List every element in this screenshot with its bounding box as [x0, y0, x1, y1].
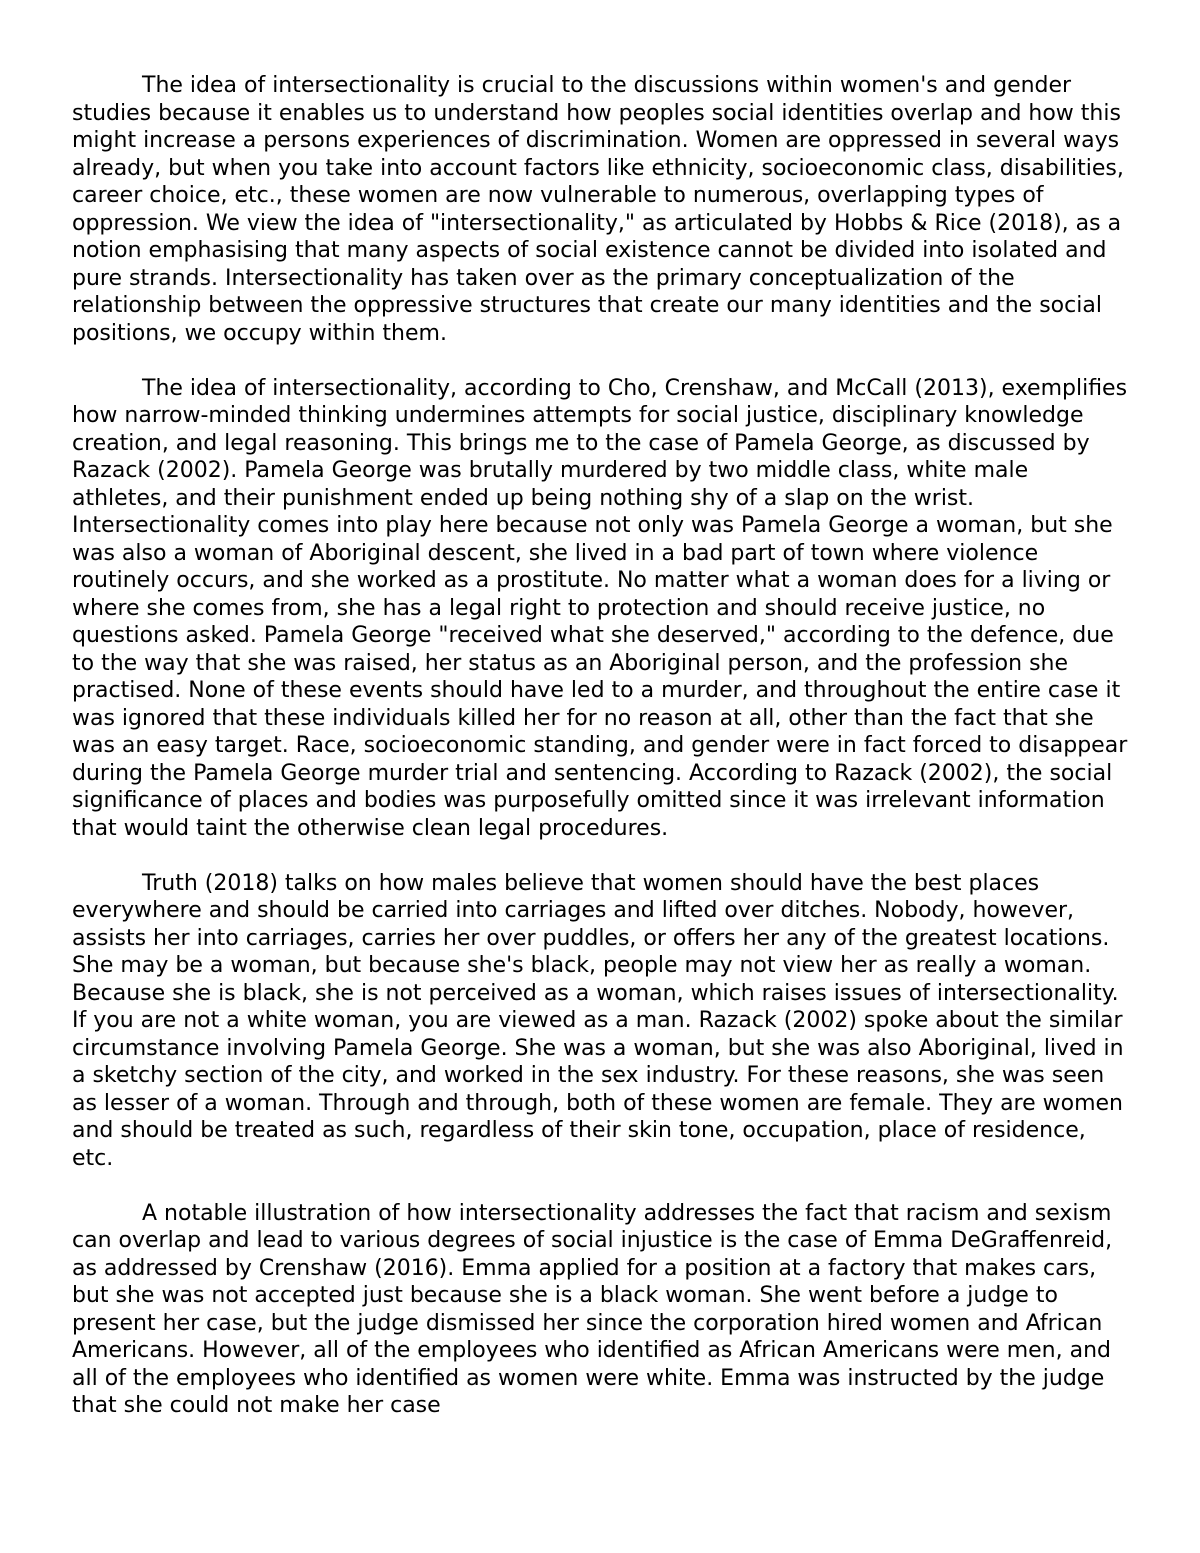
paragraph-truth-2018: Truth (2018) talks on how males believe that women should have the best places everywhere and should be carried into carriages and lifted over ditches. Nobody, however, assists her into carriages, carries her over puddles, or offers her any of the greatest locations. She may be a woman, but because she's black, people may not view her as really a woman. Because she is black, she is not perceived as a woman, which raises issues of intersectionality. If you are not a white woman, you are viewed as a man. Razack (2002) spoke about the similar circumstance involving Pamela George. She was a woman, but she was also Aboriginal, lived in a sketchy section of the city, and worked in the sex industry. For these reasons, she was seen as lesser of a woman. Through and through, both of these women are female. They are women and should be treated as such, regardless of their skin tone, occupation, place of residence, etc.	[72, 870, 1124, 1171]
paragraph-emma-degraffenreid-case: A notable illustration of how intersectionality addresses the fact that racism and sexism can overlap and lead to various degrees of social injustice is the case of Emma DeGraffenreid, as addressed by Crenshaw (2016). Emma applied for a position at a factory that makes cars, but she was not accepted just because she is a black woman. She went before a judge to present her case, but the judge dismissed her since the corporation hired women and African Americans. However, all of the employees who identified as African Americans were men, and all of the employees who identified as women were white. Emma was instructed by the judge that she could not make her case	[72, 1200, 1113, 1418]
paragraph-pamela-george-case: The idea of intersectionality, according to Cho, Crenshaw, and McCall (2013), exemplifies how narrow-minded thinking undermines attempts for social justice, disciplinary knowledge creation, and legal reasoning. This brings me to the case of Pamela George, as discussed by Razack (2002). Pamela George was brutally murdered by two middle class, white male athletes, and their punishment ended up being nothing shy of a slap on the wrist. Intersectionality comes into play here because not only was Pamela George a woman, but she was also a woman of Aboriginal descent, she lived in a bad part of town where violence routinely occurs, and she worked as a prostitute. No matter what a woman does for a living or where she comes from, she has a legal right to protection and should receive justice, no questions asked. Pamela George "received what she deserved," according to the defence, due to the way that she was raised, her status as an Aboriginal person, and the profession she practised. None of these events should have led to a murder, and throughout the entire case it was ignored that these individuals killed her for no reason at all, other than the fact that she was an easy target. Race, socioeconomic standing, and gender were in fact forced to disappear during the Pamela George murder trial and sentencing. According to Razack (2002), the social significance of places and bodies was purposefully omitted since it was irrelevant information that would taint the otherwise clean legal procedures.	[72, 375, 1128, 841]
paragraph-intersectionality-definition: The idea of intersectionality is crucial to the discussions within women's and gender studies because it enables us to understand how peoples social identities overlap and how this might increase a persons experiences of discrimination. Women are oppressed in several ways already, but when you take into account factors like ethnicity, socioeconomic class, disabilities, career choice, etc., these women are now vulnerable to numerous, overlapping types of oppression. We view the idea of "intersectionality," as articulated by Hobbs & Rice (2018), as a notion emphasising that many aspects of social existence cannot be divided into isolated and pure strands. Intersectionality has taken over as the primary conceptualization of the relationship between the oppressive structures that create our many identities and the social positions, we occupy within them.	[72, 73, 1124, 346]
